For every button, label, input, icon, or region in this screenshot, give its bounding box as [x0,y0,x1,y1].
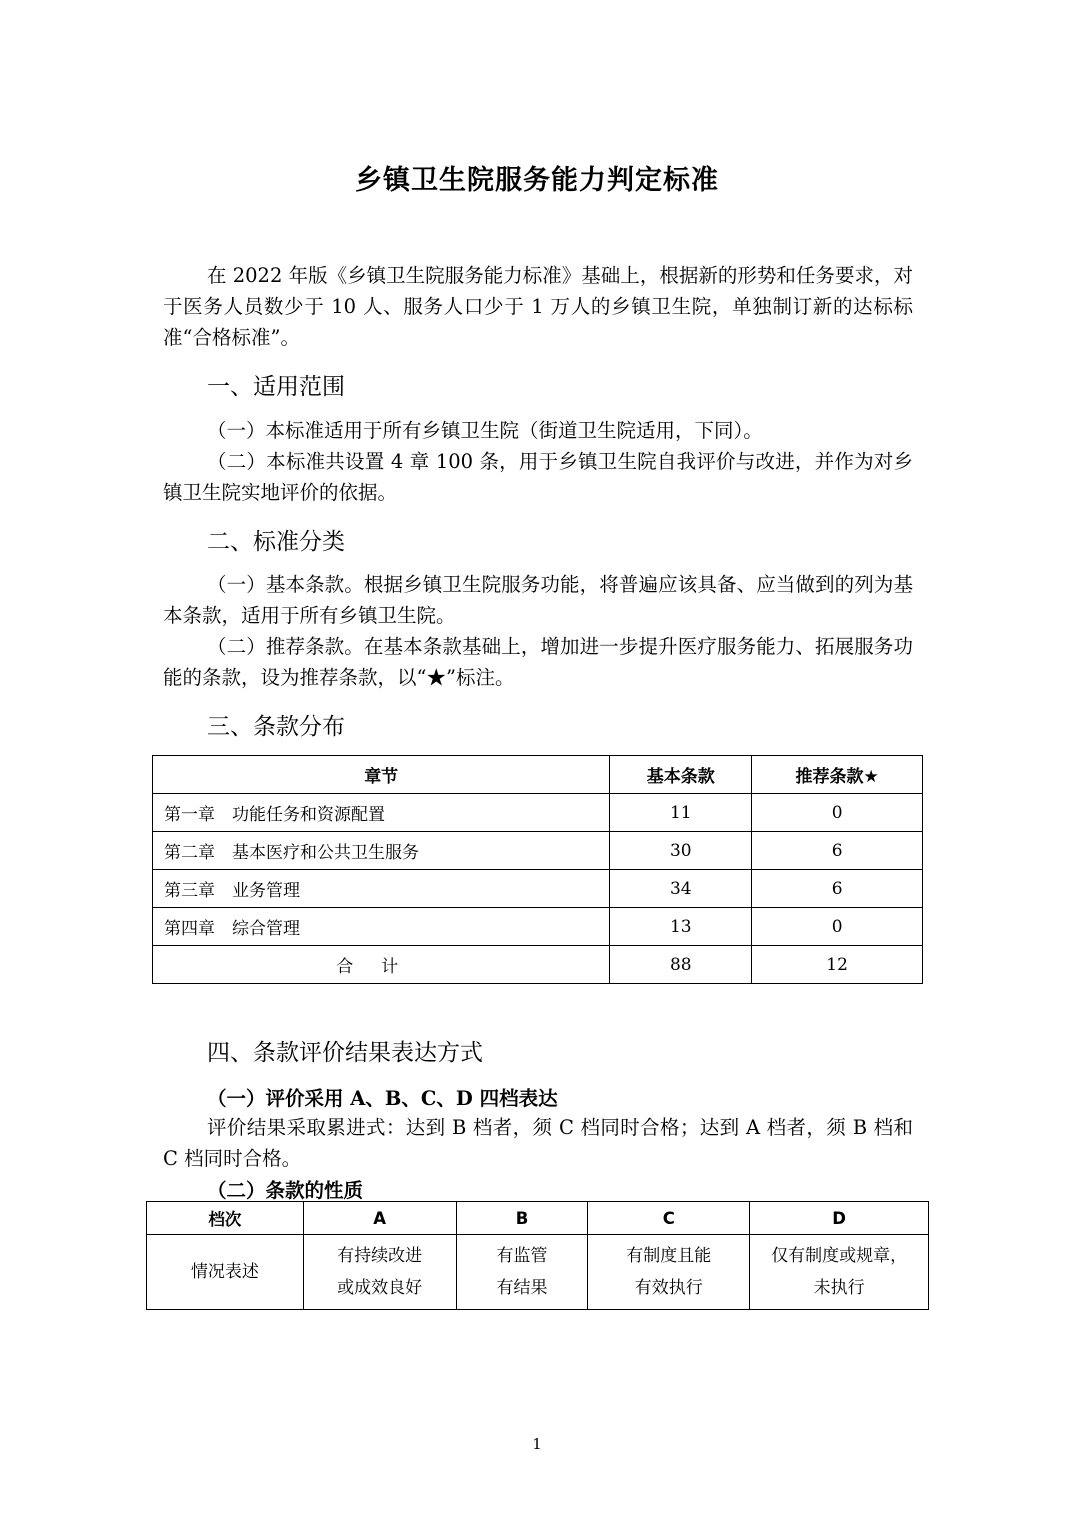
cell-line: 有效执行 [634,1278,703,1298]
chapter-cell: 第三章 业务管理 [153,870,610,908]
grade-a-cell [303,1235,456,1310]
table-row [153,908,923,946]
grade-b-cell [456,1235,588,1310]
page-number: 1 [532,1435,542,1453]
section-heading-distribution: 三、条款分布 [207,714,345,740]
cell-line: 未执行 [813,1278,865,1298]
row-label-cell: 情况表述 [147,1235,304,1310]
chapter-cell: 第二章 基本医疗和公共卫生服务 [153,832,610,870]
table-row [153,832,923,870]
recommended-count-cell: 0 [752,794,923,832]
column-header-basic: 基本条款 [610,756,752,794]
evaluation-paragraph: 评价结果采取累进式：达到 B 档者，须 C 档同时合格；达到 A 档者，须 B 档和 C 档同时合格。 [163,1116,913,1170]
classification-paragraph-1: （一）基本条款。根据乡镇卫生院服务功能，将普遍应该具备、应当做到的列为基本条款，适用于所有乡镇卫生院。 [163,573,913,627]
table-header-row [147,1202,929,1235]
grade-d-cell [750,1235,929,1310]
table-header-row [153,756,923,794]
grade-c-cell [588,1235,750,1310]
classification-paragraph-2: （二）推荐条款。在基本条款基础上，增加进一步提升医疗服务能力、拓展服务功能的条款，设为推荐条款，以“★”标注。 [163,635,913,689]
basic-count-cell: 34 [610,870,752,908]
table-total-row [153,946,923,984]
recommended-count-cell: 0 [752,908,923,946]
basic-count-cell: 11 [610,794,752,832]
grade-table [146,1201,929,1310]
recommended-count-cell: 6 [752,870,923,908]
column-header-a: A [303,1202,456,1235]
recommended-count-cell: 6 [752,832,923,870]
total-basic-cell: 88 [610,946,752,984]
page-title: 乡镇卫生院服务能力判定标准 [355,165,719,196]
scope-paragraph-1: （一）本标准适用于所有乡镇卫生院（街道卫生院适用，下同）。 [207,419,763,442]
total-recommended-cell: 12 [752,946,923,984]
intro-paragraph: 在 2022 年版《乡镇卫生院服务能力标准》基础上，根据新的形势和任务要求，对于医务人员数少于 10 人、服务人口少于 1 万人的乡镇卫生院，单独制订新的达标标准“合格标准”。 [163,264,913,349]
cell-line: 有结果 [496,1278,548,1298]
total-label-cell: 合计 [153,946,610,984]
basic-count-cell: 13 [610,908,752,946]
column-header-c: C [588,1202,750,1235]
section-heading-evaluation: 四、条款评价结果表达方式 [207,1040,483,1066]
section-heading-classification: 二、标准分类 [207,529,345,555]
scope-paragraph-2: （二）本标准共设置 4 章 100 条，用于乡镇卫生院自我评价与改进，并作为对乡镇卫生院实地评价的依据。 [163,450,913,504]
column-header-b: B [456,1202,588,1235]
column-header-chapter: 章节 [153,756,610,794]
chapter-cell: 第四章 综合管理 [153,908,610,946]
cell-line: 或成效良好 [337,1278,423,1298]
cell-line: 有监管 [496,1246,548,1266]
basic-count-cell: 30 [610,832,752,870]
column-header-recommended: 推荐条款★ [752,756,923,794]
subheading-clause-nature: （二）条款的性质 [207,1179,364,1202]
chapter-cell: 第一章 功能任务和资源配置 [153,794,610,832]
table-row [153,870,923,908]
column-header-d: D [750,1202,929,1235]
cell-line: 仅有制度或规章， [771,1246,908,1266]
table-row [153,794,923,832]
cell-line: 有持续改进 [337,1246,423,1266]
table-row [147,1235,929,1310]
section-heading-scope: 一、适用范围 [207,374,345,400]
clause-distribution-table [152,755,923,984]
cell-line: 有制度且能 [626,1246,712,1266]
subheading-grades: （一）评价采用 A、B、C、D 四档表达 [207,1087,558,1110]
column-header-grade: 档次 [147,1202,304,1235]
